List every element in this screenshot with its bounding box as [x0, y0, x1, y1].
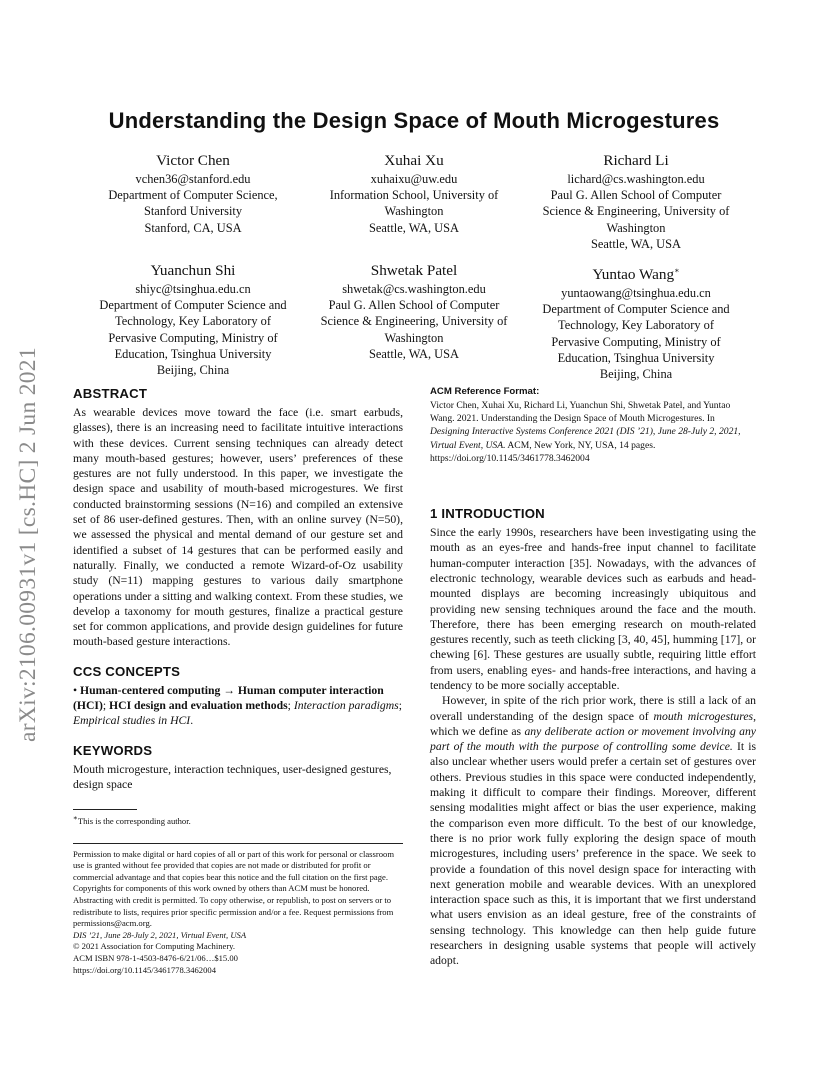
- intro-text-part: However, in spite of the rich prior work, there is still a lack of an overall understanding of the design space of: [430, 694, 756, 723]
- author-name: Shwetak Patel: [370, 262, 458, 279]
- author-affiliation-line: Pervasive Computing, Ministry of: [551, 334, 721, 349]
- author-email: shwetak@cs.washington.edu: [342, 282, 486, 296]
- author-affiliation-line: Washington: [606, 220, 666, 235]
- author-email: yuntaowang@tsinghua.edu.cn: [561, 286, 711, 301]
- author-affiliation-line: Education, Tsinghua University: [114, 346, 272, 361]
- author-affiliation-line: Technology, Key Laboratory of: [115, 314, 271, 329]
- author-affiliation-line: Department of Computer Science and: [542, 302, 730, 317]
- permission-doi: https://doi.org/10.1145/3461778.3462004: [73, 964, 216, 975]
- permission-copyright: © 2021 Association for Computing Machinery.: [73, 941, 236, 952]
- author-name: Yuanchun Shi: [150, 262, 236, 279]
- author-yuanchun-shi: [78, 261, 308, 378]
- arxiv-identifier: arXiv:2106.00931v1 [cs.HC] 2 Jun 2021: [15, 347, 41, 742]
- right-column: [430, 386, 756, 969]
- abstract-text: As wearable devices move toward the face (i.e. smart earbuds, glasses), there is an increasing need to facilitate intuitive interactions with these devices. Current sensing techniques can already detect many mouth-based gestures; however, users’ preferences of these gestures are not fully understood. In this paper, we investigate the design space and usability of mouth-based microgestures. We first conducted brainstorming sessions (N=16) and compiled an extensive set of 86 user-defined gestures. Then, with an online survey (N=50), we assessed the physical and mental demand of our gesture set and identified a subset of 14 gestures that can be performed easily and naturally. Finally, we conducted a remote Wizard-of-Oz usability study (N=11) mapping gestures to various daily smartphone operations under a sitting and walking context. From these studies, we develop a taxonomy for mouth gestures, finalize a practical gesture set for common applications, and provide design guidelines for future mouth-based gesture interactions.: [73, 406, 403, 649]
- author-affiliation-line: Seattle, WA, USA: [369, 346, 459, 361]
- intro-definition: any deliberate action or movement involving any part of the mouth with the purpose of controlling some device.: [430, 724, 756, 754]
- author-email: lichard@cs.washington.edu: [567, 172, 705, 186]
- author-affiliation-line: Department of Computer Science and: [99, 298, 287, 313]
- ccs-text: [73, 683, 403, 729]
- author-affiliation-line: Paul G. Allen School of Computer: [550, 188, 722, 203]
- intro-text-part: , which we define as: [430, 709, 756, 738]
- permission-block: [73, 843, 403, 977]
- ccs-arrow: →: [220, 683, 238, 697]
- author-affiliation-line: Information School, University of: [329, 188, 499, 203]
- author-name: Victor Chen: [156, 152, 230, 169]
- permission-text: Permission to make digital or hard copies of all or part of this work for personal or classroom use is granted without fee provided that copies are not made or distributed for profit or commercial advantage and that copies bear this notice and the full citation on the first page. Copyrights for components of this work owned by others than ACM must be honored. Abstracting with credit is permitted. To copy otherwise, or republish, to post on servers or to redistribute to lists, requires prior specific permission and/or a fee. Request permissions from permissions@acm.org.: [73, 848, 394, 929]
- keywords-text: Mouth microgesture, interaction techniques, user-designed gestures, design space: [73, 762, 392, 791]
- author-email: vchen36@stanford.edu: [135, 172, 251, 186]
- paper-title: Understanding the Design Space of Mouth Microgestures: [108, 108, 720, 133]
- ccs-bullet: •: [73, 683, 78, 697]
- intro-text-part: It is also unclear whether users would prefer a certain set of gestures over others. Previous studies in this space were conducted independently, making it difficult to compare their findings. Moreover, different sensing modalities might affect or bias the user experience, making the comparison even more difficult. To the best of our knowledge, there is no prior work fully exploring the design space of mouth microgestures, including users’ preference in the space. We seek to provide a foundation of this novel design space for interacting with next generation mobile and wearable devices. With an unexplored interaction space such as this, it is important that we first understand what users envision as an ideal gesture, free of the constraints of sensing technology. This knowledge can then help guide future researchers in designing usable systems that people will actively adopt.: [430, 740, 757, 968]
- reference-text-part: ACM, New York, NY, USA, 14 pages. https://doi.org/10.1145/3461778.3462004: [430, 439, 656, 464]
- author-affiliation-line: Beijing, China: [156, 363, 230, 378]
- ccs-separator: ;: [398, 699, 402, 713]
- author-affiliation-line: Science & Engineering, University of: [542, 204, 730, 219]
- abstract-heading: ABSTRACT: [73, 386, 148, 401]
- author-xuhai-xu: [299, 151, 529, 236]
- ccs-concept: Interaction paradigms: [293, 699, 399, 713]
- author-affiliation-line: Pervasive Computing, Ministry of: [108, 330, 278, 345]
- author-name: Richard Li: [603, 152, 669, 169]
- permission-venue: DIS ’21, June 28-July 2, 2021, Virtual Event, USA: [73, 929, 247, 940]
- permission-isbn: ACM ISBN 978-1-4503-8476-6/21/06…$15.00: [73, 953, 238, 964]
- author-affiliation-line: Paul G. Allen School of Computer: [328, 298, 500, 313]
- author-affiliation-line: Seattle, WA, USA: [591, 236, 681, 251]
- ccs-concept: HCI design and evaluation methods: [109, 699, 288, 713]
- footnote: [73, 813, 403, 827]
- author-affiliation-line: Seattle, WA, USA: [369, 220, 459, 235]
- intro-paragraph-2: [430, 693, 756, 968]
- author-victor-chen: [78, 151, 308, 236]
- author-affiliation-line: Science & Engineering, University of: [320, 314, 508, 329]
- footnote-text: This is the corresponding author.: [77, 816, 191, 827]
- ccs-concept: Empirical studies in HCI: [73, 714, 191, 728]
- author-affiliation-line: Stanford, CA, USA: [144, 220, 242, 235]
- reference-text-part: Victor Chen, Xuhai Xu, Richard Li, Yuanchun Shi, Shwetak Patel, and Yuntao Wang. 2021. Understanding the Design Space of Mouth Microgestures. In: [430, 400, 731, 425]
- intro-term: mouth microgestures: [653, 709, 754, 723]
- author-name: Yuntao Wang: [592, 266, 675, 284]
- author-affiliation-line: Education, Tsinghua University: [557, 350, 715, 365]
- author-affiliation-line: Department of Computer Science,: [108, 188, 278, 203]
- introduction-heading: 1 INTRODUCTION: [430, 506, 545, 522]
- author-affiliation-line: Technology, Key Laboratory of: [558, 318, 714, 333]
- author-email: xuhaixu@uw.edu: [370, 172, 458, 186]
- ccs-concept: Human-centered computing: [80, 683, 221, 697]
- reference-venue: Designing Interactive Systems Conference 2021 (DIS ’21), June 28-July 2, 2021, Virtual Event, USA.: [430, 426, 741, 451]
- intro-paragraph-1: Since the early 1990s, researchers have been investigating using the mouth as an eyes-free and hands-free input channel to facilitate human-computer interaction [35]. Nowadays, with the advances of electronic technology, wearable devices such as earbuds and head-mounted displays are becoming increasingly ubiquitous and providing new sensing techniques around the face and the mouth. Therefore, there has been emerging research on mouth-related gestures recently, such as teeth clicking [3, 40, 45], humming [17], or chewing [6]. These gestures are usually subtle, requiring little effort from users, enabling eyes- and hands-free interactions, and having a tendency to be more socially acceptable.: [430, 526, 756, 692]
- ccs-end: .: [190, 714, 194, 728]
- author-yuntao-wang: [521, 261, 751, 382]
- author-name: Xuhai Xu: [384, 152, 444, 169]
- ccs-separator: ;: [287, 699, 294, 713]
- author-affiliation-line: Washington: [384, 204, 444, 219]
- author-affiliation-line: Stanford University: [143, 204, 243, 219]
- ccs-concept: Human computer interaction (HCI): [73, 683, 384, 713]
- footnote-rule: [73, 809, 137, 810]
- author-affiliation-line: Washington: [384, 330, 444, 345]
- author-name-row: [521, 261, 751, 284]
- author-email: shiyc@tsinghua.edu.cn: [135, 282, 251, 296]
- reference-format-heading: ACM Reference Format:: [430, 386, 540, 397]
- ccs-separator: ;: [102, 699, 110, 713]
- keywords-heading: KEYWORDS: [73, 742, 153, 758]
- footnote-marker: ∗: [73, 814, 78, 823]
- author-shwetak-patel: [299, 261, 529, 362]
- ccs-heading: CCS CONCEPTS: [73, 663, 181, 679]
- left-column: [73, 386, 403, 976]
- author-affiliation-line: Beijing, China: [599, 367, 673, 382]
- reference-format-text: [430, 399, 756, 465]
- author-richard-li: [521, 151, 751, 252]
- corresponding-author-marker: ∗: [674, 266, 680, 275]
